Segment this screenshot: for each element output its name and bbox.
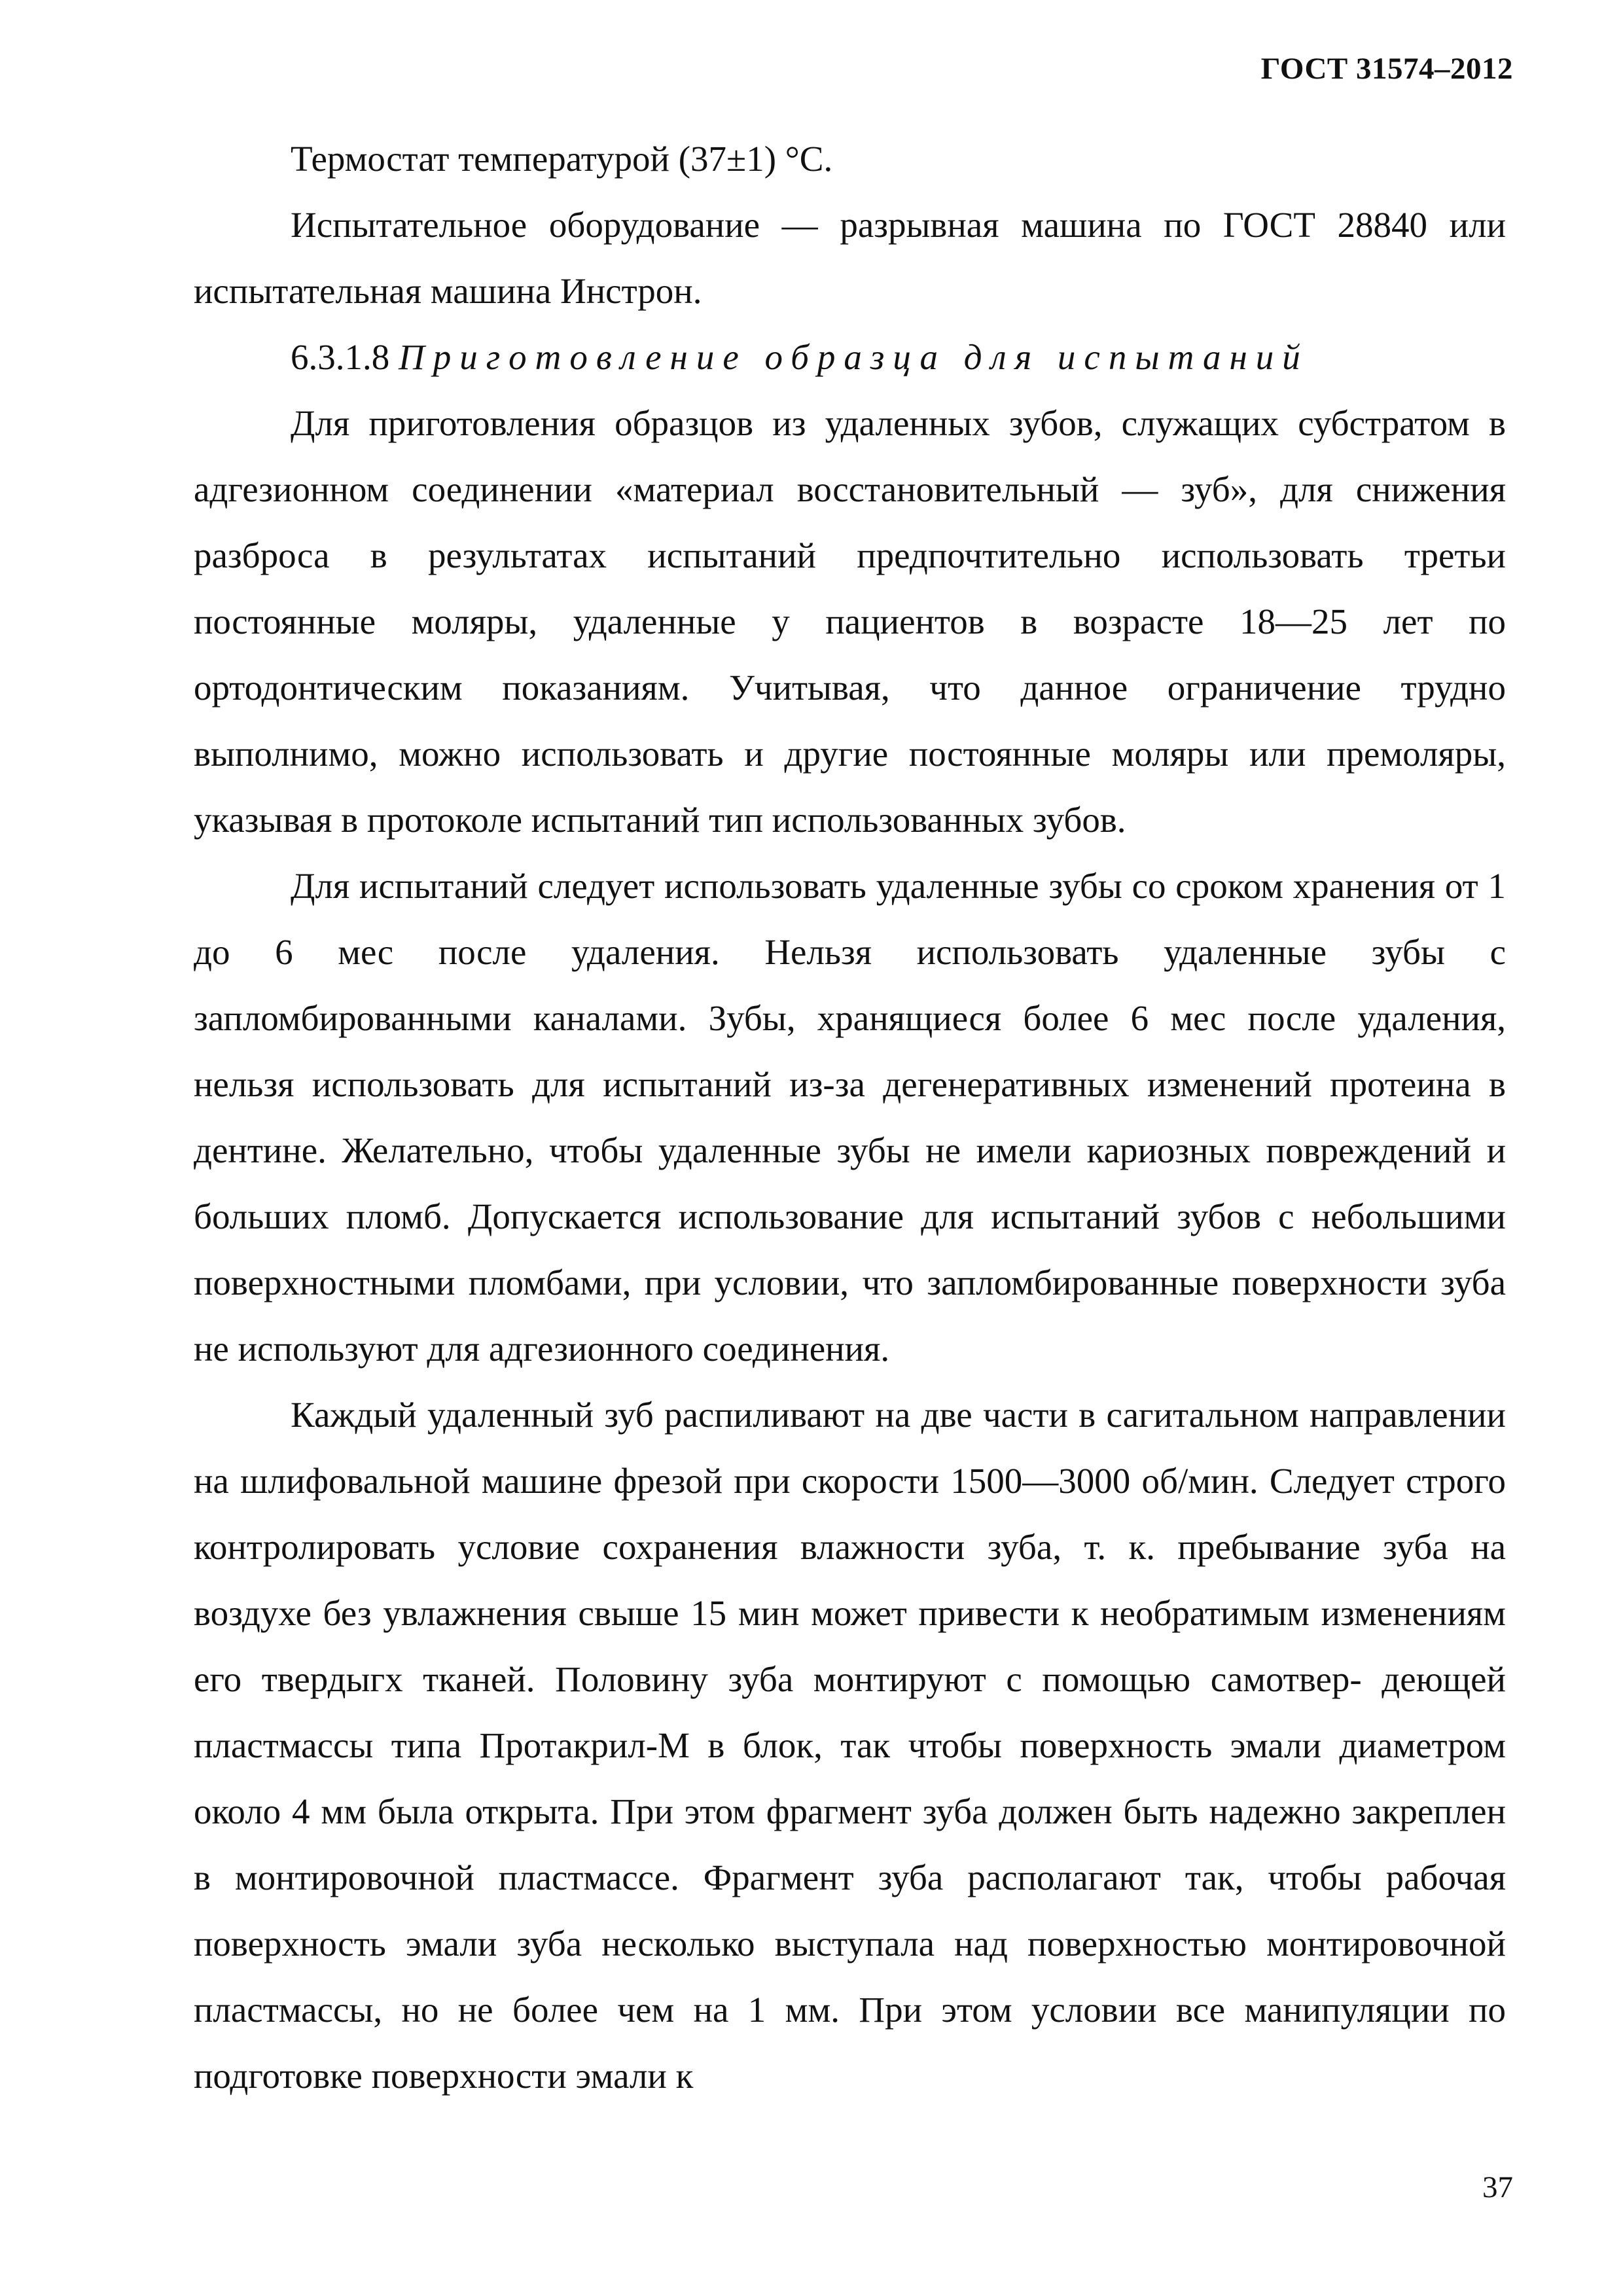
- body-text: [194, 126, 1506, 2109]
- section-heading: [194, 324, 1506, 390]
- section-title: Приготовление образца для испытаний: [399, 337, 1309, 377]
- paragraph-cutting-mounting: Каждый удаленный зуб распиливают на две части в сагитальном направлении на шлифовальной машине фрезой при скорости 1500—3000 об/мин. Следует строго контролировать условие сохранения влажности зуба, т. к. пребывание зуба на воздухе без увлажнения свыше 15 мин может привести к необратимым изменениям его твердыгх тканей. Половину зуба монтируют с помощью самотвер- деющей пластмассы типа Протакрил-М в блок, так чтобы поверхность эмали диаметром около 4 мм была открыта. При этом фрагмент зуба должен быть надежно закреплен в монтировочной пластмассе. Фрагмент зуба располагают так, чтобы рабочая поверхность эмали зуба несколько выступала над поверхностью монтировочной пластмассы, но не более чем на 1 мм. При этом условии все манипуляции по подготовке поверхности эмали к: [194, 1395, 1506, 2096]
- page-number: 37: [1482, 2170, 1513, 2204]
- paragraph-sample-preparation: Для приготовления образцов из удаленных зубов, служащих субстратом в адгезионном соединении «материал восстановительный — зуб», для снижения разброса в результатах испытаний предпочтительно использовать третьи постоянные моляры, удаленные у пациентов в возрасте 18—25 лет по ортодонтическим показаниям. Учитывая, что данное ограничение трудно выполнимо, можно использовать и другие постоянные моляры или премоляры, указывая в протоколе испытаний тип использованных зубов.: [194, 403, 1506, 840]
- standard-code-header: ГОСТ 31574–2012: [1260, 52, 1513, 86]
- section-number: 6.3.1.8: [291, 337, 390, 377]
- paragraph-test-equipment: Испытательное оборудование — разрывная машина по ГОСТ 28840 или испытательная машина Инстрон.: [194, 205, 1506, 311]
- paragraph-storage-requirements: Для испытаний следует использовать удаленные зубы со сроком хранения от 1 до 6 мес после удаления. Нельзя использовать удаленные зубы с запломбированными каналами. Зубы, хранящиеся более 6 мес после удаления, нельзя использовать для испытаний из-за дегенеративных изменений протеина в дентине. Желательно, чтобы удаленные зубы не имели кариозных повреждений и больших пломб. Допускается использование для испытаний зубов с небольшими поверхностными пломбами, при условии, что запломбированные поверхности зуба не используют для адгезионного соединения.: [194, 866, 1506, 1369]
- paragraph-thermostat: Термостат температурой (37±1) °С.: [291, 139, 833, 179]
